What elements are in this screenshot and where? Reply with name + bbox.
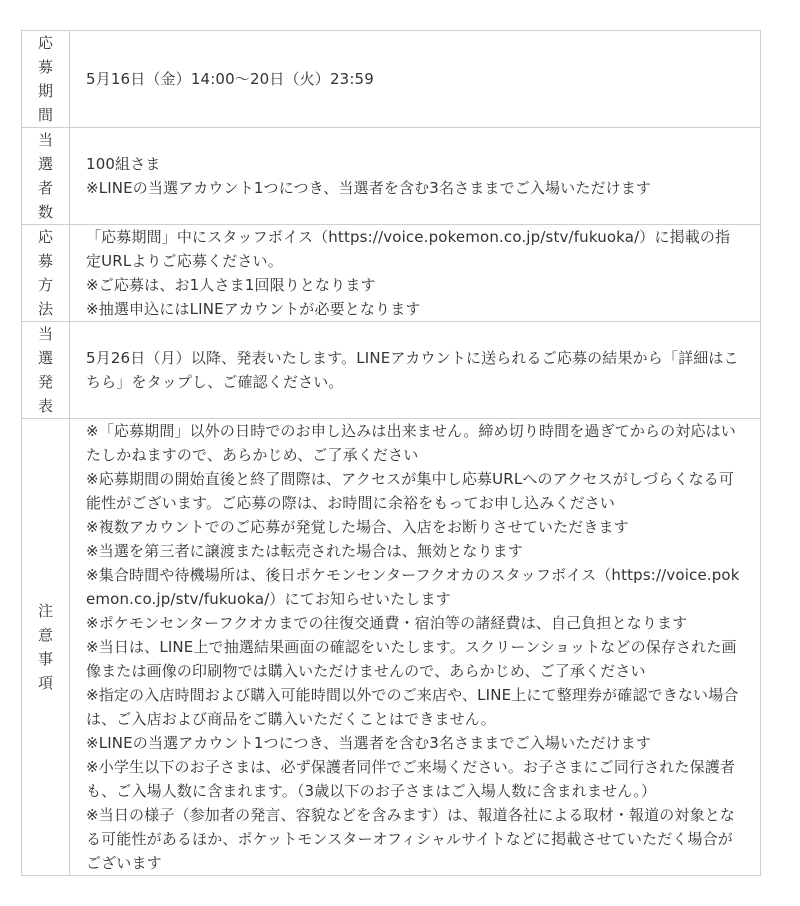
row-content-cell bbox=[70, 322, 761, 419]
table-row-notes bbox=[22, 419, 761, 876]
row-label-cell bbox=[22, 322, 70, 419]
row-label: 応募期間 bbox=[37, 34, 53, 124]
row-content-cell bbox=[70, 128, 761, 225]
row-content-cell bbox=[70, 225, 761, 322]
event-info-table bbox=[21, 30, 761, 876]
row-content: 100組さま ※LINEの当選アカウント1つにつき、当選者を含む3名さままでご入場いただけます bbox=[86, 155, 652, 197]
row-label: 当選発表 bbox=[37, 325, 53, 415]
row-content-cell bbox=[70, 31, 761, 128]
row-label-cell bbox=[22, 419, 70, 876]
table-row-winner-announcement bbox=[22, 322, 761, 419]
row-label-cell bbox=[22, 128, 70, 225]
table-row-application-period bbox=[22, 31, 761, 128]
row-content-cell bbox=[70, 419, 761, 876]
row-content: 5月16日（金）14:00〜20日（火）23:59 bbox=[86, 70, 374, 88]
row-content: ※「応募期間」以外の日時でのお申し込みは出来ません。締め切り時間を過ぎてからの対応はいたしかねますので、あらかじめ、ご了承ください ※応募期間の開始直後と終了間際は、アクセスが集中し応募URLへのアクセスがしづらくなる可能性がございます。ご応募の際は、お時間に余裕をもってお申し込みください ※複数アカウントでのご応募が発覚した場合、入店をお断りさせていただきます ※当選を第三者に譲渡または転売された場合は、無効となります ※集合時間や待機場所は、後日ポケモンセンターフクオカのスタッフボイス（https://voice.pokemon.co.jp/stv/fukuoka/）にてお知らせいたします ※ポケモンセンターフクオカまでの往復交通費・宿泊等の諸経費は、自己負担となります ※当日は、LINE上で抽選結果画面の確認をいたします。スクリーンショットなどの保存された画像または画像の印刷物では購入いただけませんので、あらかじめ、ご了承ください ※指定の入店時間および購入可能時間以外でのご来店や、LINE上にて整理券が確認できない場合は、ご入店および商品をご購入いただくことはできません。 ※LINEの当選アカウント1つにつき、当選者を含む3名さままでご入場いただけます ※小学生以下のお子さまは、必ず保護者同伴でご来場ください。お子さまにご同行された保護者も、ご入場人数に含まれます。（3歳以下のお子さまはご入場人数に含まれません。） ※当日の様子（参加者の発言、容貌などを含みます）は、報道各社による取材・報道の対象となる可能性があるほか、ポケットモンスターオフィシャルサイトなどに掲載させていただく場合がございます bbox=[86, 422, 740, 872]
row-content: 「応募期間」中にスタッフボイス（https://voice.pokemon.co.jp/stv/fukuoka/）に掲載の指定URLよりご応募ください。 ※ご応募は、お1人さま1回限りとなります ※抽選申込にはLINEアカウントが必要となります bbox=[86, 228, 731, 318]
row-label-cell bbox=[22, 225, 70, 322]
row-label: 注意事項 bbox=[37, 602, 53, 692]
row-label: 当選者数 bbox=[37, 131, 53, 221]
row-content: 5月26日（月）以降、発表いたします。LINEアカウントに送られるご応募の結果から「詳細はこちら」をタップし、ご確認ください。 bbox=[86, 349, 739, 391]
table-row-number-of-winners bbox=[22, 128, 761, 225]
row-label-cell bbox=[22, 31, 70, 128]
table-row-application-method bbox=[22, 225, 761, 322]
row-label: 応募方法 bbox=[37, 228, 53, 318]
